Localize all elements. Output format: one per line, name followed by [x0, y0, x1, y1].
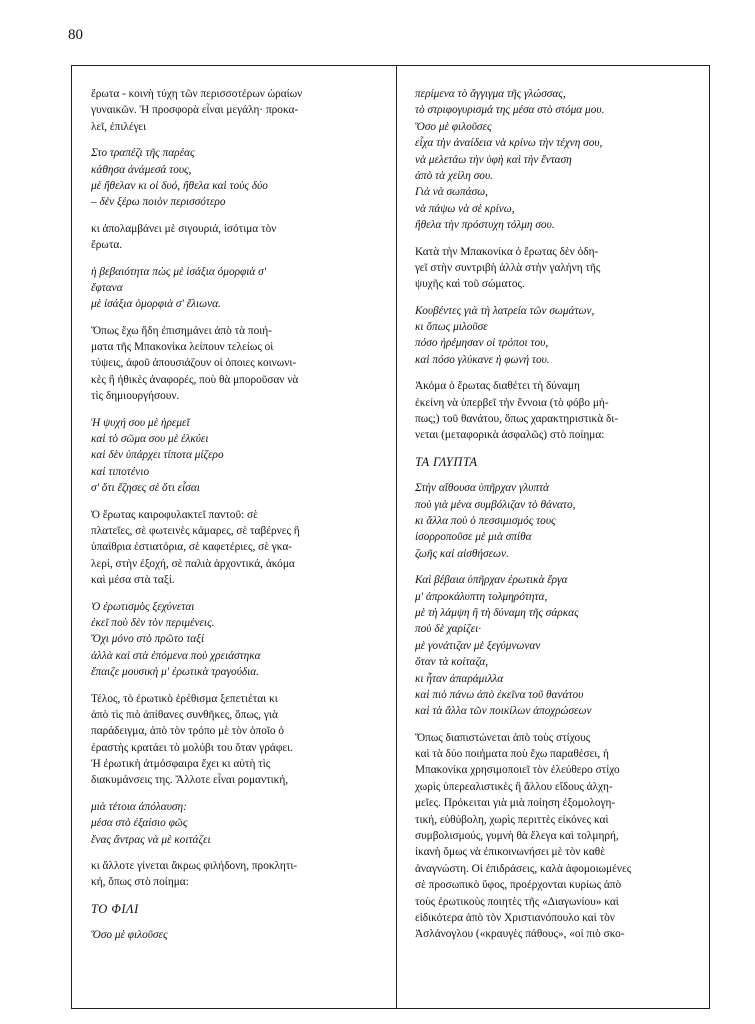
prose-line: Ἀκόμα ὁ ἔρωτας διαθέτει τὴ δύναμη — [415, 380, 580, 393]
poem-line: τὸ στριφογυρισμά της μέσα στὸ στόμα μου. — [415, 104, 605, 117]
poem-line: Κουβέντες γιὰ τὴ λατρεία τῶν σωμάτων, — [415, 304, 595, 317]
prose-line: σὲ προσωπικὸ ὕφος, προέρχονται κυρίως ἀπὸ — [415, 879, 622, 892]
poem-line: καὶ τιποτένιο — [91, 465, 150, 478]
prose-block — [415, 378, 701, 444]
prose-line: ἀναγνώστη. Οἱ ἐπιδράσεις, καλὰ ἀφομοιωμένες — [415, 862, 632, 875]
poem-line: καὶ τὸ σῶμα σου μὲ ἑλκύει — [91, 433, 209, 446]
poem-line: καὶ δὲν ὑπάρχει τίποτα μίζερο — [91, 449, 224, 462]
poem-line: Γιὰ νὰ σωπάσω, — [415, 186, 488, 199]
heading-block — [415, 454, 701, 470]
poem-line: ἐκεῖ ποὺ δὲν τὸν περιμένεις. — [91, 616, 215, 629]
poem-line: κάθησα ἀνάμεσά τους, — [91, 163, 192, 176]
prose-line: ψυχῆς καὶ τοῦ σώματος. — [415, 278, 525, 291]
prose-block — [91, 323, 377, 405]
poem-line: μὲ ἰσάξια ὀμορφιὰ σ' ἔλιωνα. — [91, 298, 221, 311]
prose-line: πως;) τοῦ θανάτου, ὅπως χαρακτηριστικὰ δι- — [415, 413, 619, 426]
prose-line: μεῖες. Πρόκειται γιὰ μιὰ ποίηση ἐξομολογη- — [415, 797, 616, 810]
poem-line: σ' ὅτι ἔζησες σὲ ὅτι εἶσαι — [91, 482, 200, 495]
prose-line: καὶ μέσα στὰ ταξί. — [91, 574, 175, 587]
prose-line: τύψεις, ἀφοῦ ἀπουσιάζουν οἱ ὁποιες κοινωνι- — [91, 357, 297, 370]
prose-block — [91, 507, 377, 589]
prose-line: γυναικῶν. Ἡ προσφορὰ εἶναι μεγάλη· προκα- — [91, 104, 299, 117]
poem-line: ζωῆς καὶ αἰσθήσεων. — [415, 547, 509, 560]
prose-line: τική, εὐθύβολη, χωρὶς περιττὲς εἰκόνες καὶ — [415, 813, 609, 826]
prose-line: παράδειγμα, ἀπὸ τὸν τρόπο μὲ τὸν ὁποῖο ὁ — [91, 725, 285, 738]
prose-line: ματα τῆς Μπακονίκα λείπουν τελείως οἱ — [91, 341, 274, 354]
prose-line: λεῖ, ἐπιλέγει — [91, 120, 147, 133]
poem-block — [415, 86, 701, 234]
poem-block — [91, 799, 377, 848]
poem-line: ἤθελα τὴν πρόστυχη τόλμη σου. — [415, 219, 555, 232]
prose-line: εἰδικότερα ἀπὸ τὸν Χριστιανόπουλο καὶ τὸν — [415, 911, 615, 924]
poem-line: κι ἦταν ἀπαράμιλλα — [415, 672, 504, 685]
poem-line: μὲ γονάτιζαν μὲ ξεγύμνωναν — [415, 639, 541, 652]
poem-line: ὅταν τὰ κοίταζα, — [415, 656, 489, 669]
poem-block — [415, 572, 701, 720]
poem-line: ἔπαιζε μουσικὴ μ' ἐρωτικὰ τραγούδια. — [91, 666, 260, 679]
poem-line: καὶ τὰ ἄλλα τῶν ποικίλων ἀποχρώσεων — [415, 705, 592, 718]
left-column — [91, 86, 377, 944]
poem-block — [91, 264, 377, 313]
poem-block — [91, 415, 377, 497]
prose-line: ἔρωτα. — [91, 239, 123, 252]
poem-block — [415, 303, 701, 369]
prose-line: Ἀσλάνογλου («κραυγὲς πάθους», «οἱ πιὸ σκο- — [415, 928, 625, 941]
prose-line: ἱκανὴ ὅμως νὰ ἐπικοινωνήσει μὲ τὸν καθὲ — [415, 846, 605, 859]
prose-block — [91, 858, 377, 891]
poem-line: μὲ τὴ λάμψη ἢ τὴ δύναμη τῆς σάρκας — [415, 606, 579, 619]
poem-block — [91, 599, 377, 681]
poem-line: μέσα στὸ ἐξαίσιο φῶς — [91, 817, 188, 830]
poem-line: νὰ πάψω νὰ σὲ κρίνω, — [415, 202, 515, 215]
poem-block — [415, 480, 701, 562]
prose-block — [91, 221, 377, 254]
prose-line: πλατεῖες, σὲ φωτεινὲς κάμαρες, σὲ ταβέρνες ἢ — [91, 524, 300, 537]
prose-line: νεται (μεταφορικὰ ἀσφαλῶς) στὸ ποίημα: — [415, 429, 605, 442]
prose-line: χωρὶς ὑπερεαλιστικὲς ἢ ἄλλου εἴδους ἀλχη- — [415, 780, 613, 793]
prose-line: ὑπαίθρια ἑστιατόρια, σὲ καφετέριες, σὲ γκα- — [91, 541, 293, 554]
page-number: 80 — [68, 27, 83, 43]
poem-line: ἡ βεβαιότητα πὼς μὲ ἰσάξια ὀμορφιὰ σ' — [91, 265, 267, 278]
poem-line: νὰ μελετάω τὴν ὑφὴ καὶ τὴν ἔνταση — [415, 153, 572, 166]
prose-line: ἐκείνη νὰ ὑπερβεῖ τὴν ἔννοια (τὸ φόβο μή- — [415, 396, 609, 409]
poem-line: ἔφτανα — [91, 281, 123, 294]
poem-line: περίμενα τὸ ἄγγιγμα τῆς γλώσσας, — [415, 88, 566, 100]
prose-line: γεῖ στὴν συντριβὴ ἀλλὰ στὴν γαλήνη τῆς — [415, 261, 601, 274]
prose-line: ἔρωτα - κοινὴ τύχη τῶν περισσοτέρων ὡραίων — [91, 88, 303, 100]
poem-line: καὶ πιὸ πάνω ἀπὸ ἐκεῖνα τοῦ θανάτου — [415, 688, 584, 701]
poem-line: ἀλλὰ καὶ στὰ ἑπόμενα ποὺ χρειάστηκα — [91, 649, 261, 662]
prose-line: Ὁ ἔρωτας καιροφυλακτεῖ παντοῦ: σὲ — [91, 508, 258, 521]
prose-line: κι ἄλλοτε γίνεται ἄκρως φιλήδονη, προκλητι- — [91, 860, 298, 873]
right-column — [415, 86, 701, 943]
prose-line: καὶ τὰ δύο ποιήματα ποὺ ἔχω παραθέσει, ἡ — [415, 748, 609, 761]
poem-line: ἀπὸ τὰ χείλη σου. — [415, 169, 493, 182]
prose-line: συμβολισμούς, γυμνὴ θὰ ἔλεγα καὶ τολμηρή, — [415, 830, 619, 843]
prose-line: λερί, στὴν ἐξοχή, σὲ παλιὰ ἀρχοντικά, ἀκόμα — [91, 557, 295, 570]
poem-line: Ὅσο μὲ φιλοῦσες — [91, 929, 168, 942]
prose-block — [91, 691, 377, 789]
prose-line: τοὺς ἐρωτικοὺς ποιητὲς τῆς «Διαγωνίου» καὶ — [415, 895, 619, 908]
poem-line: Στὴν αἴθουσα ὑπῆρχαν γλυπτὰ — [415, 482, 549, 495]
poem-line: ἕνας ἄντρας νὰ μὲ κοιτάζει — [91, 833, 211, 846]
prose-line: Ὅπως ἔχω ἤδη ἐπισημάνει ἀπὸ τὰ ποιή- — [91, 324, 272, 337]
poem-line: μιὰ τέτοια ἀπόλαυση: — [91, 800, 187, 813]
poem-line: μὲ ἤθελαν κι οἱ δυό, ἤθελα καὶ τοὺς δύο — [91, 179, 268, 192]
prose-line: Μπακονίκα χρησιμοποιεῖ τὸν ἐλεύθερο στίχο — [415, 764, 620, 777]
prose-line: κι ἀπολαμβάνει μὲ σιγουριά, ἰσότιμα τὸν — [91, 222, 277, 235]
prose-line: ἀπὸ τὶς πιὸ ἀπίθανες συνθῆκες, ὅπως, γιὰ — [91, 708, 278, 721]
prose-line: κή, ὅπως στὸ ποίημα: — [91, 876, 189, 889]
prose-line: Ἡ ἐρωτικὴ ἀτμόσφαιρα ἔχει κι αὐτὴ τὶς — [91, 758, 271, 771]
poem-line: Ἡ ψυχή σου μὲ ἠρεμεῖ — [91, 416, 190, 429]
poem-line: Στο τραπέζι τῆς παρέας — [91, 147, 195, 160]
prose-line: τὶς δημιουργήσουν. — [91, 390, 180, 403]
prose-block — [415, 730, 701, 943]
poem-line: ἰσορροποῦσε μὲ μιὰ σπίθα — [415, 531, 532, 544]
poem-line: Ὁ ἐρωτισμὸς ξεχύνεται — [91, 600, 195, 613]
poem-line: μ' ἀπροκάλυπτη τολμηρότητα, — [415, 590, 548, 603]
prose-line: κὲς ἢ ἠθικὲς ἀναφορές, ποὺ θὰ μποροῦσαν νὰ — [91, 373, 299, 386]
poem-line: πόσο ἠρέμησαν οἱ τρόποι του, — [415, 337, 549, 350]
prose-line: Κατὰ τὴν Μπακονίκα ὁ ἔρωτας δὲν ὁδη- — [415, 245, 599, 258]
poem-block — [91, 927, 377, 943]
poem-line: Ὅσο μὲ φιλοῦσες — [415, 120, 492, 133]
poem-line: Καὶ βέβαια ὑπῆρχαν ἐρωτικὰ ἔργα — [415, 574, 568, 587]
poem-line: εἶχα τὴν ἀναίδεια νὰ κρίνω τὴν τέχνη σου, — [415, 137, 603, 150]
poem-line: ποὺ δὲ χαρίζει· — [415, 623, 482, 636]
poem-line: – δὲν ξέρω ποιὸν περισσότερο — [91, 196, 226, 209]
heading-line: ΤΑ ΓΛΥΠΤΑ — [415, 454, 478, 469]
poem-block — [91, 145, 377, 211]
prose-line: Τέλος, τὸ ἐρωτικὸ ἐρέθισμα ξεπετιέται κι — [91, 692, 278, 705]
heading-line: ΤΟ ΦΙΛΙ — [91, 901, 139, 916]
heading-block — [91, 901, 377, 917]
poem-line: κι ἄλλα ποὺ ὁ πεσσιμισμός τους — [415, 514, 556, 527]
column-divider — [396, 65, 397, 1009]
poem-line: ποὺ γιὰ μένα συμβόλιζαν τὸ θάνατο, — [415, 498, 576, 511]
prose-line: ἐραστὴς κρατάει τὸ μολύβι του ὅταν γράφει. — [91, 741, 293, 754]
poem-line: κι ὅπως μιλοῦσε — [415, 321, 488, 334]
prose-block — [91, 86, 377, 135]
prose-line: Ὅπως διαπιστώνεται ἀπὸ τοὺς στίχους — [415, 731, 591, 744]
poem-line: καὶ πόσο γλύκανε ἡ φωνή του. — [415, 353, 550, 366]
prose-block — [415, 244, 701, 293]
prose-line: διακυμάνσεις της. Ἄλλοτε εἶναι ρομαντική, — [91, 774, 289, 787]
poem-line: Ὄχι μόνο στὸ πρῶτο ταξί — [91, 633, 205, 646]
